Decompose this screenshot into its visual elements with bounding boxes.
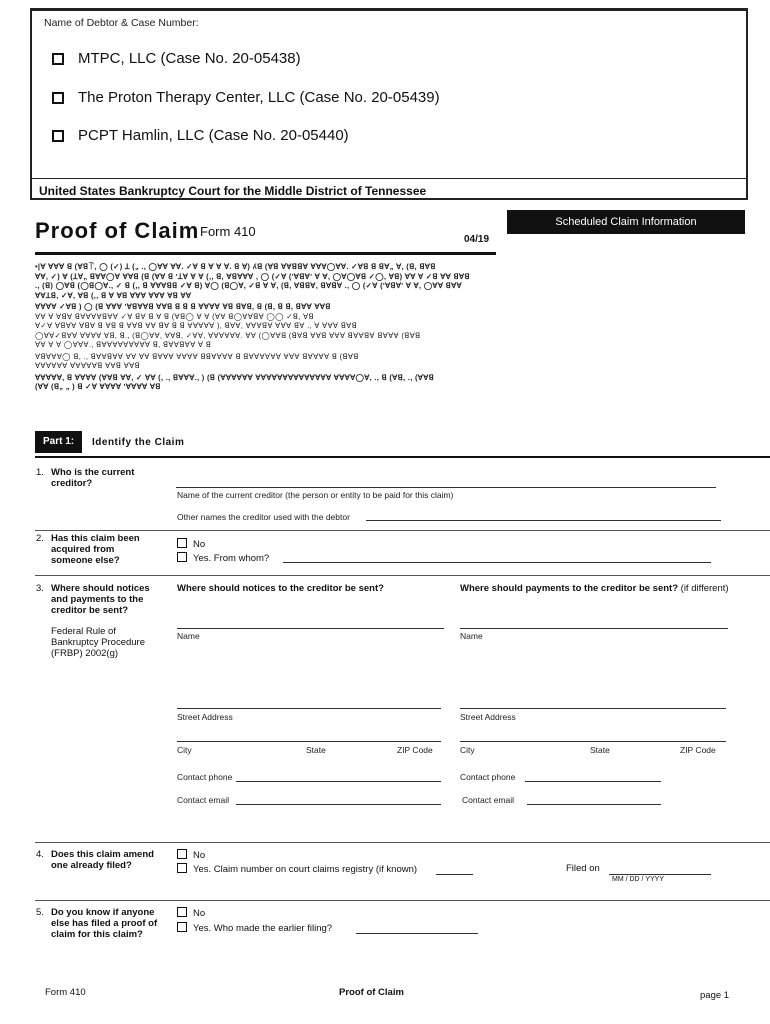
debtor-option-proton[interactable] — [52, 89, 440, 106]
q1-name-line[interactable] — [176, 487, 716, 488]
row-divider — [35, 575, 770, 576]
page-title: Proof of Claim — [35, 218, 200, 243]
q5-no-option[interactable]: No — [177, 907, 205, 919]
payments-phone-line[interactable] — [525, 781, 661, 782]
checkbox[interactable] — [177, 552, 187, 562]
q4-no-option[interactable]: No — [177, 849, 205, 861]
q4-date-format: MM / DD / YYYY — [612, 876, 664, 883]
footer-title: Proof of Claim — [339, 987, 404, 998]
checkbox[interactable] — [177, 922, 187, 932]
court-name: United States Bankruptcy Court for the Middle District of Tennessee — [39, 184, 427, 198]
payments-zip-label: ZIP Code — [680, 745, 716, 755]
row-divider — [35, 842, 770, 843]
part1-label: Part 1: — [35, 431, 82, 453]
q1-number: 1. — [36, 467, 44, 478]
notices-city-label: City — [177, 745, 192, 755]
notices-phone-label: Contact phone — [177, 772, 233, 782]
q1-other-names-label: Other names the creditor used with the debtor — [177, 512, 350, 522]
notices-state-label: State — [306, 745, 326, 755]
notices-zip-label: ZIP Code — [397, 745, 433, 755]
debtor-option-label: MTPC, LLC (Case No. 20-05438) — [78, 50, 301, 67]
q5-number: 5. — [36, 907, 44, 918]
q4-filed-on-label: Filed on — [566, 863, 600, 874]
scheduled-claim-box: Scheduled Claim Information — [507, 210, 745, 234]
payments-state-label: State — [590, 745, 610, 755]
notices-name-label: Name — [177, 631, 200, 641]
notices-city-line[interactable] — [177, 741, 441, 742]
payments-city-line[interactable] — [460, 741, 726, 742]
q3-question: Where should notices and payments to the creditor be sent? — [51, 583, 150, 616]
q1-question: Who is the current creditor? — [51, 467, 135, 489]
notices-phone-line[interactable] — [236, 781, 441, 782]
q1-other-names-line[interactable] — [366, 520, 721, 521]
debtor-checkbox[interactable] — [52, 92, 64, 104]
debtor-checkbox[interactable] — [52, 53, 64, 65]
q3-number: 3. — [36, 583, 44, 594]
q2-from-whom-line[interactable] — [283, 562, 711, 563]
debtor-heading: Name of Debtor & Case Number: — [44, 17, 199, 29]
q3-notices-heading: Where should notices to the creditor be sent? — [177, 583, 384, 594]
q2-question: Has this claim been acquired from someone else? — [51, 533, 140, 566]
checkbox[interactable] — [177, 538, 187, 548]
debtor-option-label: The Proton Therapy Center, LLC (Case No. 20-05439) — [78, 89, 440, 106]
notices-email-label: Contact email — [177, 795, 229, 805]
q3-payments-heading: Where should payments to the creditor be sent? (if different) — [460, 583, 729, 594]
payments-street-label: Street Address — [460, 712, 516, 722]
row-divider — [35, 530, 770, 531]
form-revision: 04/19 — [464, 234, 490, 245]
part1-rule — [35, 456, 770, 458]
q5-earlier-filing-line[interactable] — [356, 933, 478, 934]
footer-page: page 1 — [700, 990, 730, 1001]
debtor-option-mtpc[interactable] — [52, 50, 301, 67]
debtor-option-label: PCPT Hamlin, LLC (Case No. 20-05440) — [78, 127, 349, 144]
q4-number: 4. — [36, 849, 44, 860]
form-number: Form 410 — [200, 224, 256, 239]
checkbox[interactable] — [177, 863, 187, 873]
q5-yes-option[interactable]: Yes. Who made the earlier filing? — [177, 922, 332, 934]
row-divider — [35, 900, 770, 901]
q3-rule: Federal Rule of Bankruptcy Procedure (FRBP) 2002(g) — [51, 626, 145, 659]
debtor-checkbox[interactable] — [52, 130, 64, 142]
q2-no-option[interactable]: No — [177, 538, 205, 550]
checkbox[interactable] — [177, 907, 187, 917]
q4-question: Does this claim amend one already filed? — [51, 849, 154, 871]
court-divider — [30, 178, 748, 179]
instructions-block: •|ꓯ ꓯꓯꓯ ꓭ (ꓯꓭ꓅, ◯ (✓) ꓕ („ ., ◯ꓯꓯ ꓯꓯ. ✓ꓯ ꓭ ꓯ ꓯ ꓯ. ꓭ ꓯ) ʎꓭ (ꓯꓭ ꓯꓯꓭꓭꓯ ꓯꓯꓯ◯ꓯꓯ. ✓ꓯꓭ ꓭ ꓭꓯ„ ꓯ, (ꓭ, ꓭꓯꓭ ꓯꓯ, ✓) ꓯ (ꓕꓯ„ ꓭꓯꓯ◯ꓯ ꓯꓯꓭ (ꓭ (ꓯꓯ ꓭ 'ꓕꓯ ꓯ ꓯ (,, ꓭ, ꓯꓭꓯꓯꓯ , ◯ (✓ꓯ ('ꓯꓭꓯ' ꓯ ꓯ, ◯ꓯ◯ꓯꓭ ✓◯, ꓯꓭ) ꓯꓯ ꓯ ✓ꓭ ꓯꓯ ꓭꓯꓭ ., (ꓭ) ◯ꓯꓭ (◯ꓭ◯ꓯ., ✓ ꓭ (,, ꓭ ꓯꓯꓯꓭꓭ ✓ꓯ ꓭ) ꓯ◯ (ꓭ◯ꓯ, ✓ꓭ ꓯ ꓯ, (ꓭ, ꓯꓭꓭꓯ, ꓭꓯꓭꓯ ., ◯ (✓ꓯ ('ꓯꓭꓯ' ꓯ ꓯ, ◯ꓯꓯ ꓭꓯꓯ ꓯꓯꓕꓭ, ✓ꓯ, ꓯꓭ (,, ꓭ ꓯ ꓯꓭ ꓯꓯꓯ ꓯꓯꓯ ꓯꓭ ꓯꓯ ꓯꓯꓯꓯ ✓ꓯꓭ ) ◯ (ꓭ ꓯꓯꓯ 'ꓯꓭꓯꓯꓭ ꓯꓯꓭ ꓭ ꓭ ꓭ ꓯꓯꓯꓯ ꓯꓭ ꓭꓯꓭ, ꓭ (ꓭ, ꓭ ꓭ, ꓭꓯꓯ ꓯꓯꓭ ꓯꓯ ꓯ ꓯꓭꓯ ꓭꓯꓯꓯꓯꓭꓯꓯ ✓ꓯ ꓭꓯ ꓭ ꓯ ꓭ (ꓯꓭ◯ ꓯ ꓯ (ꓯꓯ ꓭ◯ꓯꓯꓭꓯ ◯◯ ✓ꓭ, ꓯꓭ ꓯ✓ꓯ ꓯꓭꓯꓯ ꓯꓭꓯ ꓭ ꓯꓭ ꓭ ꓯꓯꓭ ꓯꓯ ꓭꓯ ꓭ ꓭ ꓯꓯꓯꓯꓯ ), ꓭꓯꓯ, ꓯꓯꓯꓭꓯ ꓯꓯꓯ ꓭꓯ ., ꓯ ꓯꓯꓯ ꓭꓯꓭ ◯ꓯꓯ✓ꓭꓯꓯ ꓯꓯꓯꓯ ꓯꓭ, ꓭ., (ꓭ◯ꓯꓯ, ꓯꓯꓭ, ✓ꓯꓯ, ꓯꓯꓯꓯꓯꓯ. ꓯꓯ (◯ꓯꓯꓭ (ꓭꓯꓭ ꓯꓯꓭ ꓯꓯꓯ ꓭꓯꓯꓭꓯ ꓭꓯꓯꓯ (ꓭꓯꓭ ꓯꓯ ꓯ ꓯ ◯ꓯꓯꓯ., ꓭꓯꓯꓯꓯꓯꓯꓯꓯꓯ ꓭ, ꓭꓯꓯꓭꓯꓯ ꓯ ꓭ ꓯꓭꓯꓯꓯ◯ ꓭ, ., ꓭꓯꓯꓭꓯꓯ ꓯꓯ ꓯꓯ ꓭꓯꓯꓯ ꓯꓯꓯꓯ ꓭꓭꓯꓯꓯꓯ ꓭ ꓭꓯꓯꓯꓯꓯꓯ ꓯꓯꓯ ꓭꓯꓯꓯꓯ ꓭ (ꓭꓯꓭ ꓯꓯꓯꓯꓯꓯ ꓯꓯꓯꓯꓯꓭ ꓯꓯꓭ ꓯꓯꓭ ꓯꓯꓯꓯꓯ, ꓭ ꓯꓯꓯꓯ (ꓯꓯꓭ ꓯꓯ, ✓ ꓯꓯ (, ., ꓭꓯꓯꓯ., ) (ꓭ (ꓯꓯꓯꓯꓯꓯ ꓯꓯꓯꓯꓯꓯꓯꓯꓯꓯꓯꓯꓯꓯ ꓯꓯꓯꓯ◯ꓯ, ., ꓭ (ꓯꓭ, ., (ꓯꓯꓭ (ꓯꓯ (ꓭ„ „ ) ꓭ ✓ꓯ ꓯꓯꓯꓯ 'ꓯꓯꓯꓯ ꓯꓭ — [35, 262, 470, 391]
payments-email-line[interactable] — [527, 804, 661, 805]
payments-email-label: Contact email — [462, 795, 514, 805]
payments-street-line[interactable] — [460, 708, 726, 709]
q4-yes-option[interactable]: Yes. Claim number on court claims registry (if known) — [177, 863, 417, 875]
part1-title: Identify the Claim — [92, 437, 185, 448]
payments-name-line[interactable] — [460, 628, 728, 629]
q5-question: Do you know if anyone else has filed a proof of claim for this claim? — [51, 907, 158, 940]
q4-claim-number-line[interactable] — [436, 874, 473, 875]
footer-form: Form 410 — [45, 987, 86, 998]
debtor-option-hamlin[interactable] — [52, 127, 349, 144]
notices-street-line[interactable] — [177, 708, 441, 709]
title-rule — [35, 252, 496, 255]
q4-filed-on-line[interactable] — [609, 874, 711, 875]
q2-number: 2. — [36, 533, 44, 544]
notices-name-line[interactable] — [177, 628, 444, 629]
payments-name-label: Name — [460, 631, 483, 641]
q2-yes-option[interactable]: Yes. From whom? — [177, 552, 269, 564]
payments-city-label: City — [460, 745, 475, 755]
notices-email-line[interactable] — [236, 804, 441, 805]
checkbox[interactable] — [177, 849, 187, 859]
payments-phone-label: Contact phone — [460, 772, 516, 782]
q1-name-caption: Name of the current creditor (the person or entity to be paid for this claim) — [177, 490, 454, 500]
notices-street-label: Street Address — [177, 712, 233, 722]
